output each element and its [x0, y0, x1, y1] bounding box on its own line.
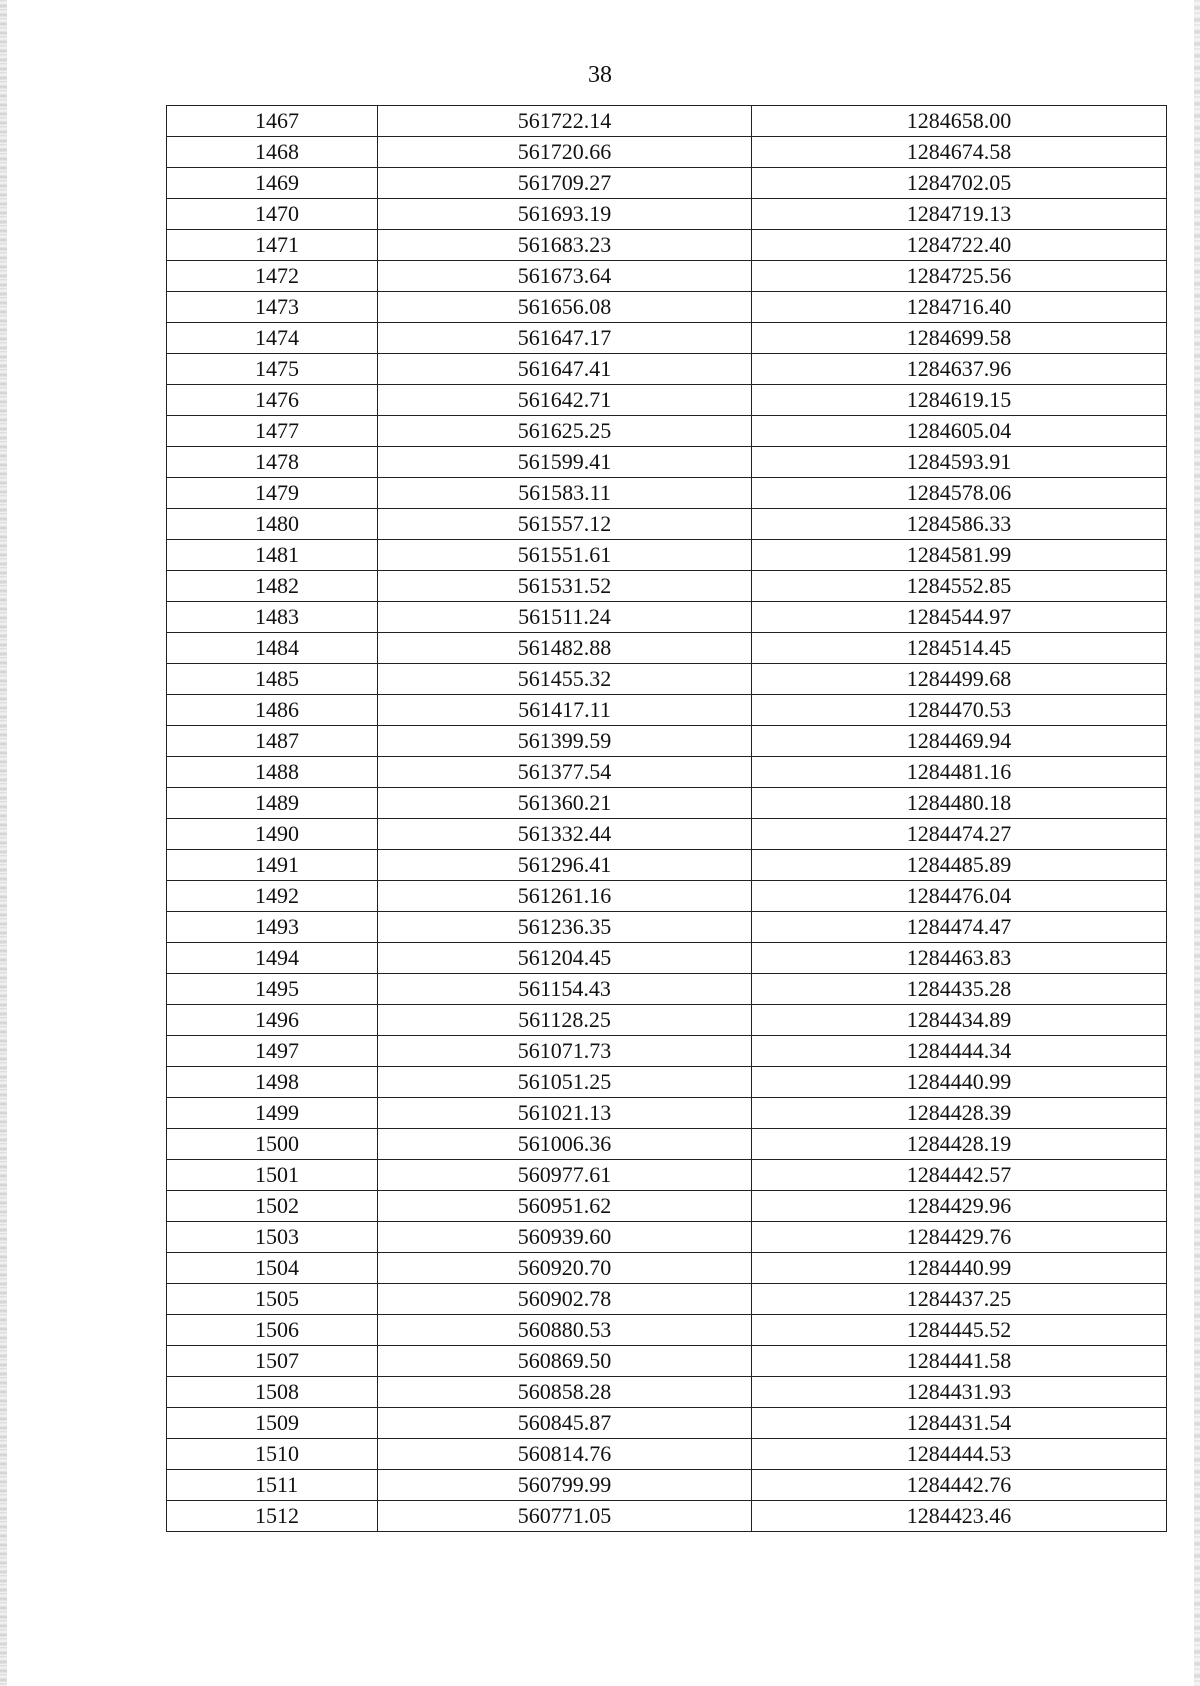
x-coordinate-cell: 560939.60: [378, 1222, 752, 1253]
point-id-cell: 1470: [167, 199, 378, 230]
x-coordinate-cell: 560977.61: [378, 1160, 752, 1191]
table-row: [167, 416, 1167, 447]
y-coordinate-cell: 1284428.19: [752, 1129, 1167, 1160]
y-coordinate-cell: 1284702.05: [752, 168, 1167, 199]
x-coordinate-cell: 561683.23: [378, 230, 752, 261]
point-id-cell: 1475: [167, 354, 378, 385]
x-coordinate-cell: 561021.13: [378, 1098, 752, 1129]
scan-left-edge: [0, 0, 7, 1686]
point-id-cell: 1504: [167, 1253, 378, 1284]
x-coordinate-cell: 560858.28: [378, 1377, 752, 1408]
point-id-cell: 1500: [167, 1129, 378, 1160]
scan-right-edge: [1194, 0, 1200, 1686]
table-row: [167, 571, 1167, 602]
y-coordinate-cell: 1284423.46: [752, 1501, 1167, 1532]
point-id-cell: 1467: [167, 106, 378, 137]
x-coordinate-cell: 561332.44: [378, 819, 752, 850]
table-row: [167, 819, 1167, 850]
x-coordinate-cell: 561647.17: [378, 323, 752, 354]
point-id-cell: 1494: [167, 943, 378, 974]
table-row: [167, 1222, 1167, 1253]
point-id-cell: 1487: [167, 726, 378, 757]
x-coordinate-cell: 561154.43: [378, 974, 752, 1005]
y-coordinate-cell: 1284658.00: [752, 106, 1167, 137]
y-coordinate-cell: 1284470.53: [752, 695, 1167, 726]
x-coordinate-cell: 560951.62: [378, 1191, 752, 1222]
x-coordinate-cell: 561625.25: [378, 416, 752, 447]
y-coordinate-cell: 1284552.85: [752, 571, 1167, 602]
x-coordinate-cell: 561006.36: [378, 1129, 752, 1160]
y-coordinate-cell: 1284586.33: [752, 509, 1167, 540]
point-id-cell: 1512: [167, 1501, 378, 1532]
x-coordinate-cell: 560799.99: [378, 1470, 752, 1501]
x-coordinate-cell: 560869.50: [378, 1346, 752, 1377]
point-id-cell: 1503: [167, 1222, 378, 1253]
y-coordinate-cell: 1284431.93: [752, 1377, 1167, 1408]
point-id-cell: 1472: [167, 261, 378, 292]
table-row: [167, 1377, 1167, 1408]
table-row: [167, 881, 1167, 912]
point-id-cell: 1502: [167, 1191, 378, 1222]
table-row: [167, 1098, 1167, 1129]
y-coordinate-cell: 1284481.16: [752, 757, 1167, 788]
point-id-cell: 1471: [167, 230, 378, 261]
table-row: [167, 1036, 1167, 1067]
point-id-cell: 1499: [167, 1098, 378, 1129]
table-row: [167, 261, 1167, 292]
coordinate-table: [166, 105, 1167, 1532]
y-coordinate-cell: 1284441.58: [752, 1346, 1167, 1377]
point-id-cell: 1479: [167, 478, 378, 509]
point-id-cell: 1478: [167, 447, 378, 478]
table-row: [167, 137, 1167, 168]
y-coordinate-cell: 1284544.97: [752, 602, 1167, 633]
y-coordinate-cell: 1284485.89: [752, 850, 1167, 881]
x-coordinate-cell: 561236.35: [378, 912, 752, 943]
y-coordinate-cell: 1284605.04: [752, 416, 1167, 447]
point-id-cell: 1510: [167, 1439, 378, 1470]
y-coordinate-cell: 1284463.83: [752, 943, 1167, 974]
table-row: [167, 974, 1167, 1005]
table-row: [167, 230, 1167, 261]
table-row: [167, 695, 1167, 726]
x-coordinate-cell: 560814.76: [378, 1439, 752, 1470]
x-coordinate-cell: 561360.21: [378, 788, 752, 819]
x-coordinate-cell: 561709.27: [378, 168, 752, 199]
x-coordinate-cell: 561647.41: [378, 354, 752, 385]
point-id-cell: 1490: [167, 819, 378, 850]
table-row: [167, 1470, 1167, 1501]
table-row: [167, 168, 1167, 199]
y-coordinate-cell: 1284435.28: [752, 974, 1167, 1005]
x-coordinate-cell: 561417.11: [378, 695, 752, 726]
point-id-cell: 1468: [167, 137, 378, 168]
y-coordinate-cell: 1284716.40: [752, 292, 1167, 323]
table-row: [167, 1160, 1167, 1191]
page-number: 38: [588, 62, 612, 88]
table-row: [167, 385, 1167, 416]
y-coordinate-cell: 1284674.58: [752, 137, 1167, 168]
y-coordinate-cell: 1284434.89: [752, 1005, 1167, 1036]
table-row: [167, 1253, 1167, 1284]
table-row: [167, 850, 1167, 881]
x-coordinate-cell: 561377.54: [378, 757, 752, 788]
point-id-cell: 1482: [167, 571, 378, 602]
y-coordinate-cell: 1284437.25: [752, 1284, 1167, 1315]
point-id-cell: 1498: [167, 1067, 378, 1098]
x-coordinate-cell: 561204.45: [378, 943, 752, 974]
y-coordinate-cell: 1284440.99: [752, 1067, 1167, 1098]
x-coordinate-cell: 561599.41: [378, 447, 752, 478]
table-row: [167, 788, 1167, 819]
point-id-cell: 1486: [167, 695, 378, 726]
table-row: [167, 1005, 1167, 1036]
point-id-cell: 1511: [167, 1470, 378, 1501]
point-id-cell: 1497: [167, 1036, 378, 1067]
table-row: [167, 509, 1167, 540]
x-coordinate-cell: 561693.19: [378, 199, 752, 230]
table-row: [167, 1408, 1167, 1439]
table-row: [167, 1191, 1167, 1222]
y-coordinate-cell: 1284581.99: [752, 540, 1167, 571]
point-id-cell: 1495: [167, 974, 378, 1005]
point-id-cell: 1509: [167, 1408, 378, 1439]
x-coordinate-cell: 561531.52: [378, 571, 752, 602]
y-coordinate-cell: 1284431.54: [752, 1408, 1167, 1439]
y-coordinate-cell: 1284499.68: [752, 664, 1167, 695]
table-row: [167, 323, 1167, 354]
table-row: [167, 633, 1167, 664]
y-coordinate-cell: 1284719.13: [752, 199, 1167, 230]
x-coordinate-cell: 560880.53: [378, 1315, 752, 1346]
point-id-cell: 1506: [167, 1315, 378, 1346]
x-coordinate-cell: 560920.70: [378, 1253, 752, 1284]
table-row: [167, 478, 1167, 509]
y-coordinate-cell: 1284429.76: [752, 1222, 1167, 1253]
table-row: [167, 912, 1167, 943]
x-coordinate-cell: 561656.08: [378, 292, 752, 323]
x-coordinate-cell: 561482.88: [378, 633, 752, 664]
point-id-cell: 1469: [167, 168, 378, 199]
x-coordinate-cell: 561128.25: [378, 1005, 752, 1036]
x-coordinate-cell: 561642.71: [378, 385, 752, 416]
x-coordinate-cell: 561720.66: [378, 137, 752, 168]
point-id-cell: 1508: [167, 1377, 378, 1408]
y-coordinate-cell: 1284578.06: [752, 478, 1167, 509]
point-id-cell: 1496: [167, 1005, 378, 1036]
x-coordinate-cell: 561511.24: [378, 602, 752, 633]
table-row: [167, 199, 1167, 230]
point-id-cell: 1491: [167, 850, 378, 881]
table-row: [167, 726, 1167, 757]
point-id-cell: 1483: [167, 602, 378, 633]
point-id-cell: 1474: [167, 323, 378, 354]
x-coordinate-cell: 560771.05: [378, 1501, 752, 1532]
coordinate-table-body: [167, 106, 1167, 1532]
y-coordinate-cell: 1284429.96: [752, 1191, 1167, 1222]
y-coordinate-cell: 1284442.57: [752, 1160, 1167, 1191]
table-row: [167, 106, 1167, 137]
x-coordinate-cell: 561071.73: [378, 1036, 752, 1067]
point-id-cell: 1488: [167, 757, 378, 788]
y-coordinate-cell: 1284725.56: [752, 261, 1167, 292]
point-id-cell: 1501: [167, 1160, 378, 1191]
point-id-cell: 1473: [167, 292, 378, 323]
x-coordinate-cell: 560902.78: [378, 1284, 752, 1315]
y-coordinate-cell: 1284445.52: [752, 1315, 1167, 1346]
y-coordinate-cell: 1284637.96: [752, 354, 1167, 385]
y-coordinate-cell: 1284444.53: [752, 1439, 1167, 1470]
table-row: [167, 540, 1167, 571]
table-row: [167, 1129, 1167, 1160]
table-row: [167, 664, 1167, 695]
table-row: [167, 1284, 1167, 1315]
x-coordinate-cell: 561261.16: [378, 881, 752, 912]
x-coordinate-cell: 561557.12: [378, 509, 752, 540]
x-coordinate-cell: 561051.25: [378, 1067, 752, 1098]
y-coordinate-cell: 1284469.94: [752, 726, 1167, 757]
table-row: [167, 354, 1167, 385]
point-id-cell: 1485: [167, 664, 378, 695]
point-id-cell: 1505: [167, 1284, 378, 1315]
table-row: [167, 447, 1167, 478]
x-coordinate-cell: 561455.32: [378, 664, 752, 695]
table-row: [167, 757, 1167, 788]
table-row: [167, 1346, 1167, 1377]
x-coordinate-cell: 561583.11: [378, 478, 752, 509]
x-coordinate-cell: 561551.61: [378, 540, 752, 571]
y-coordinate-cell: 1284442.76: [752, 1470, 1167, 1501]
point-id-cell: 1489: [167, 788, 378, 819]
x-coordinate-cell: 561673.64: [378, 261, 752, 292]
point-id-cell: 1481: [167, 540, 378, 571]
x-coordinate-cell: 561399.59: [378, 726, 752, 757]
point-id-cell: 1477: [167, 416, 378, 447]
point-id-cell: 1484: [167, 633, 378, 664]
table-row: [167, 1501, 1167, 1532]
y-coordinate-cell: 1284440.99: [752, 1253, 1167, 1284]
y-coordinate-cell: 1284428.39: [752, 1098, 1167, 1129]
y-coordinate-cell: 1284444.34: [752, 1036, 1167, 1067]
point-id-cell: 1507: [167, 1346, 378, 1377]
y-coordinate-cell: 1284619.15: [752, 385, 1167, 416]
table-row: [167, 602, 1167, 633]
table-row: [167, 292, 1167, 323]
table-row: [167, 1067, 1167, 1098]
x-coordinate-cell: 561722.14: [378, 106, 752, 137]
table-row: [167, 1315, 1167, 1346]
y-coordinate-cell: 1284722.40: [752, 230, 1167, 261]
y-coordinate-cell: 1284593.91: [752, 447, 1167, 478]
y-coordinate-cell: 1284480.18: [752, 788, 1167, 819]
x-coordinate-cell: 561296.41: [378, 850, 752, 881]
y-coordinate-cell: 1284476.04: [752, 881, 1167, 912]
table-row: [167, 1439, 1167, 1470]
y-coordinate-cell: 1284474.27: [752, 819, 1167, 850]
point-id-cell: 1480: [167, 509, 378, 540]
point-id-cell: 1493: [167, 912, 378, 943]
x-coordinate-cell: 560845.87: [378, 1408, 752, 1439]
point-id-cell: 1492: [167, 881, 378, 912]
table-row: [167, 943, 1167, 974]
point-id-cell: 1476: [167, 385, 378, 416]
y-coordinate-cell: 1284474.47: [752, 912, 1167, 943]
y-coordinate-cell: 1284699.58: [752, 323, 1167, 354]
y-coordinate-cell: 1284514.45: [752, 633, 1167, 664]
